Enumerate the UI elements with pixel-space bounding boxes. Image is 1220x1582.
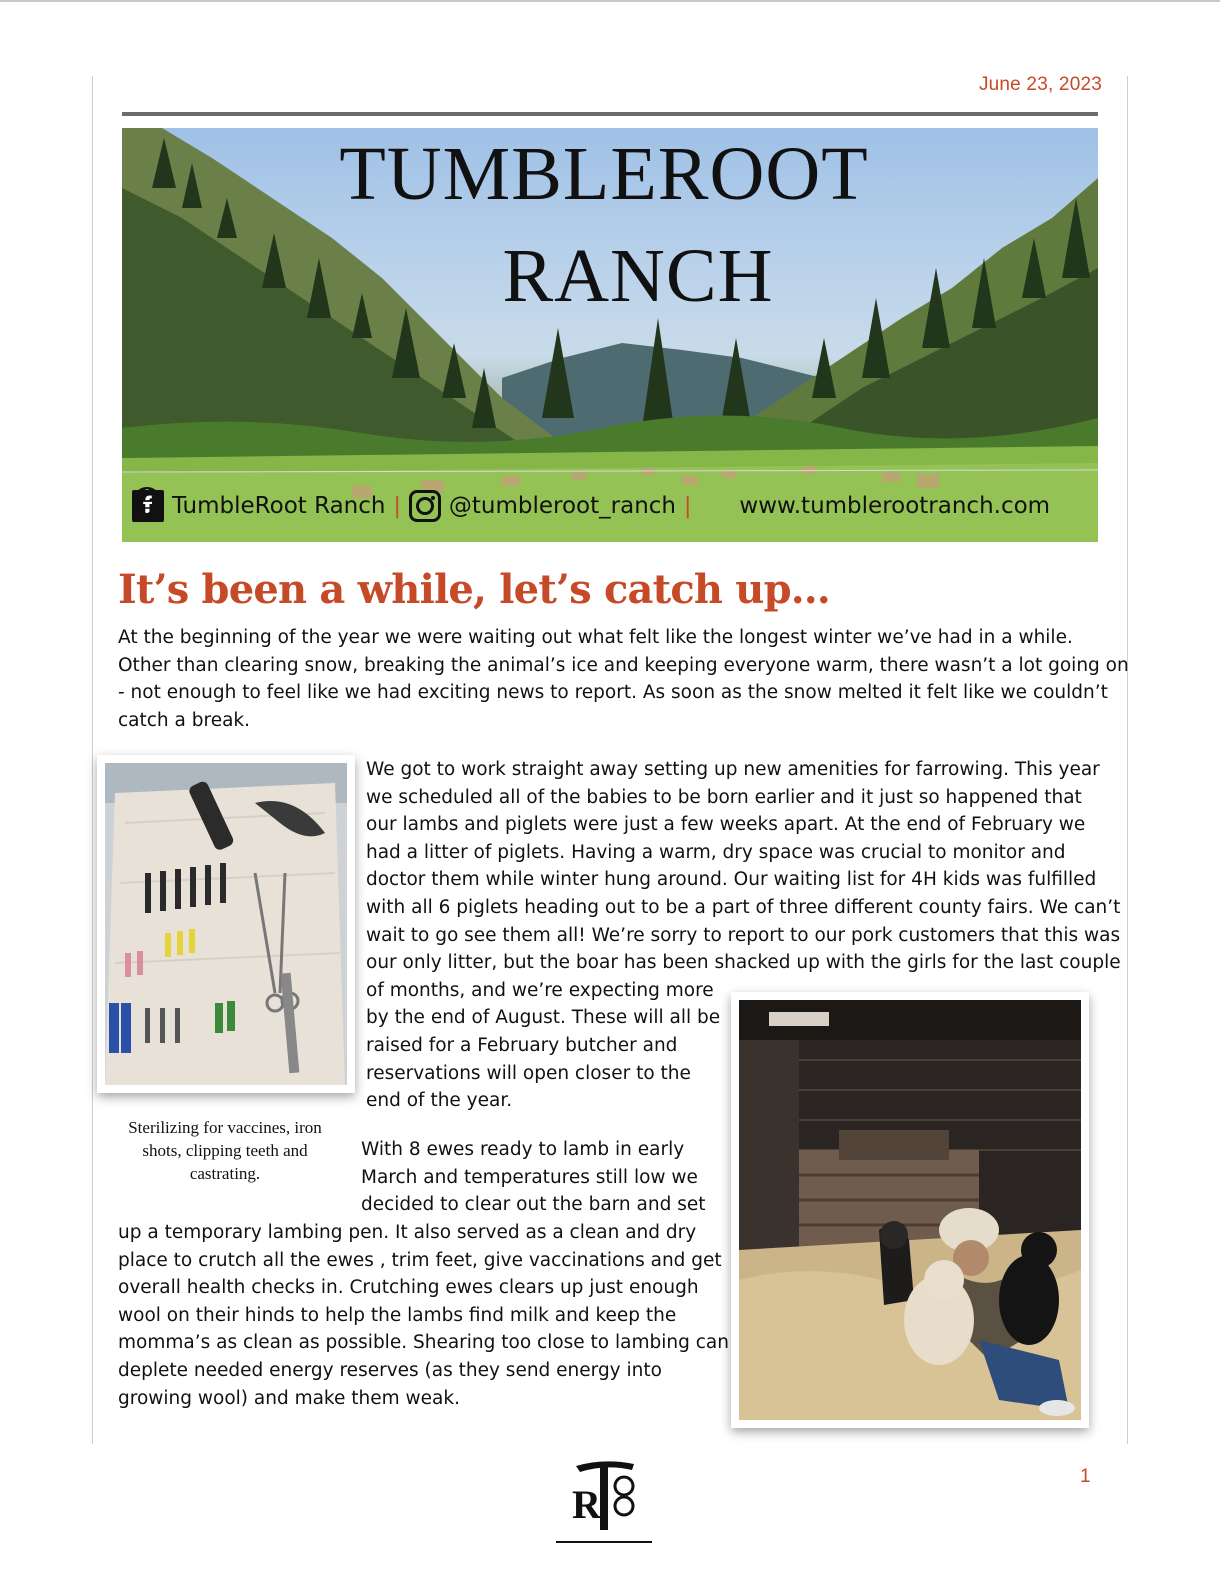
text-line: wool on their hinds to help the lambs find milk and keep the	[118, 1304, 677, 1326]
intro-paragraph	[118, 624, 1129, 734]
top-border	[0, 0, 1220, 2]
text-line: growing wool) and make them weak.	[118, 1387, 460, 1409]
text-line: reservations will open closer to the	[366, 1062, 691, 1084]
website-link[interactable]: www.tumblerootranch.com	[739, 493, 1051, 519]
banner-title-line2: RANCH	[502, 234, 774, 318]
text-line: of months, and we’re expecting more	[366, 979, 714, 1001]
separator: |	[684, 493, 692, 519]
lambing-paragraph	[118, 1219, 729, 1412]
text-line: raised for a February butcher and	[366, 1034, 678, 1056]
caption-line: shots, clipping teeth and	[142, 1141, 308, 1160]
text-line: March and temperatures still low we	[361, 1166, 698, 1188]
instagram-icon[interactable]	[409, 490, 441, 522]
text-line: momma’s as clean as possible. Shearing too close to lambing can	[118, 1332, 729, 1354]
left-margin-line	[92, 76, 93, 1444]
text-line: our lambs and piglets were just a few weeks apart. At the end of February we	[366, 814, 1086, 836]
caption-line: castrating.	[189, 1164, 261, 1183]
text-line: by the end of August. These will all be	[366, 1007, 721, 1029]
social-links	[132, 486, 1050, 526]
separator: |	[393, 493, 401, 519]
facebook-icon[interactable]: f	[132, 490, 164, 522]
text-line: end of the year.	[366, 1090, 513, 1112]
barn-image	[739, 1000, 1081, 1420]
text-line: doctor them while winter hung around. Our waiting list for 4H kids was fulfilled	[366, 869, 1097, 891]
text-line: catch a break.	[118, 709, 251, 731]
facebook-handle[interactable]: TumbleRoot Ranch	[172, 493, 386, 519]
text-line: With 8 ewes ready to lamb in early	[361, 1139, 685, 1160]
ranch-brand-logo	[554, 1456, 654, 1548]
text-line: had a litter of piglets. Having a warm, dry space was crucial to monitor and	[366, 841, 1066, 863]
text-line: with all 6 piglets heading out to be a part of three different county fairs. We can’t	[366, 896, 1121, 918]
header-rule	[122, 112, 1098, 116]
text-line: decided to clear out the barn and set	[361, 1194, 706, 1216]
svg-text:R: R	[572, 1482, 601, 1527]
barn-dogs-photo	[731, 992, 1089, 1428]
globe-icon[interactable]	[699, 490, 731, 522]
sterilizing-tools-photo	[97, 755, 355, 1093]
lambing-intro-lines	[361, 1136, 706, 1219]
ranch-banner	[122, 128, 1098, 542]
instagram-handle[interactable]: @tumbleroot_ranch	[448, 493, 676, 519]
text-line: deplete needed energy reserves (as they send energy into	[118, 1359, 662, 1381]
text-line: At the beginning of the year we were waiting out what felt like the longest winter we’ve had in a while.	[118, 627, 1073, 648]
article-headline: It’s been a while, let’s catch up…	[118, 566, 830, 613]
text-line: We got to work straight away setting up new amenities for farrowing. This year	[366, 759, 1100, 780]
caption-line: Sterilizing for vaccines, iron	[128, 1118, 322, 1137]
tools-image	[105, 763, 347, 1085]
text-line: - not enough to feel like we had exciting news to report. As soon as the snow melted it felt like we couldn’t	[118, 682, 1108, 704]
issue-date: June 23, 2023	[978, 74, 1102, 95]
photo-caption	[110, 1116, 340, 1185]
text-line: overall health checks in. Crutching ewes clears up just enough	[118, 1277, 699, 1299]
right-margin-line	[1127, 76, 1128, 1444]
text-line: place to crutch all the ewes , trim feet, give vaccinations and get	[118, 1249, 722, 1271]
text-line: wait to go see them all! We’re sorry to report to our pork customers that this was	[366, 924, 1121, 946]
text-line: our only litter, but the boar has been shacked up with the girls for the last couple	[366, 952, 1121, 974]
text-line: we scheduled all of the babies to be born earlier and it just so happened that	[366, 786, 1082, 808]
page-number: 1	[1080, 1466, 1091, 1487]
banner-title-line1: TUMBLEROOT	[339, 132, 869, 216]
text-line: Other than clearing snow, breaking the animal’s ice and keeping everyone warm, there wasn’t a lot going on	[118, 654, 1129, 676]
text-line: up a temporary lambing pen. It also served as a clean and dry	[118, 1222, 697, 1243]
